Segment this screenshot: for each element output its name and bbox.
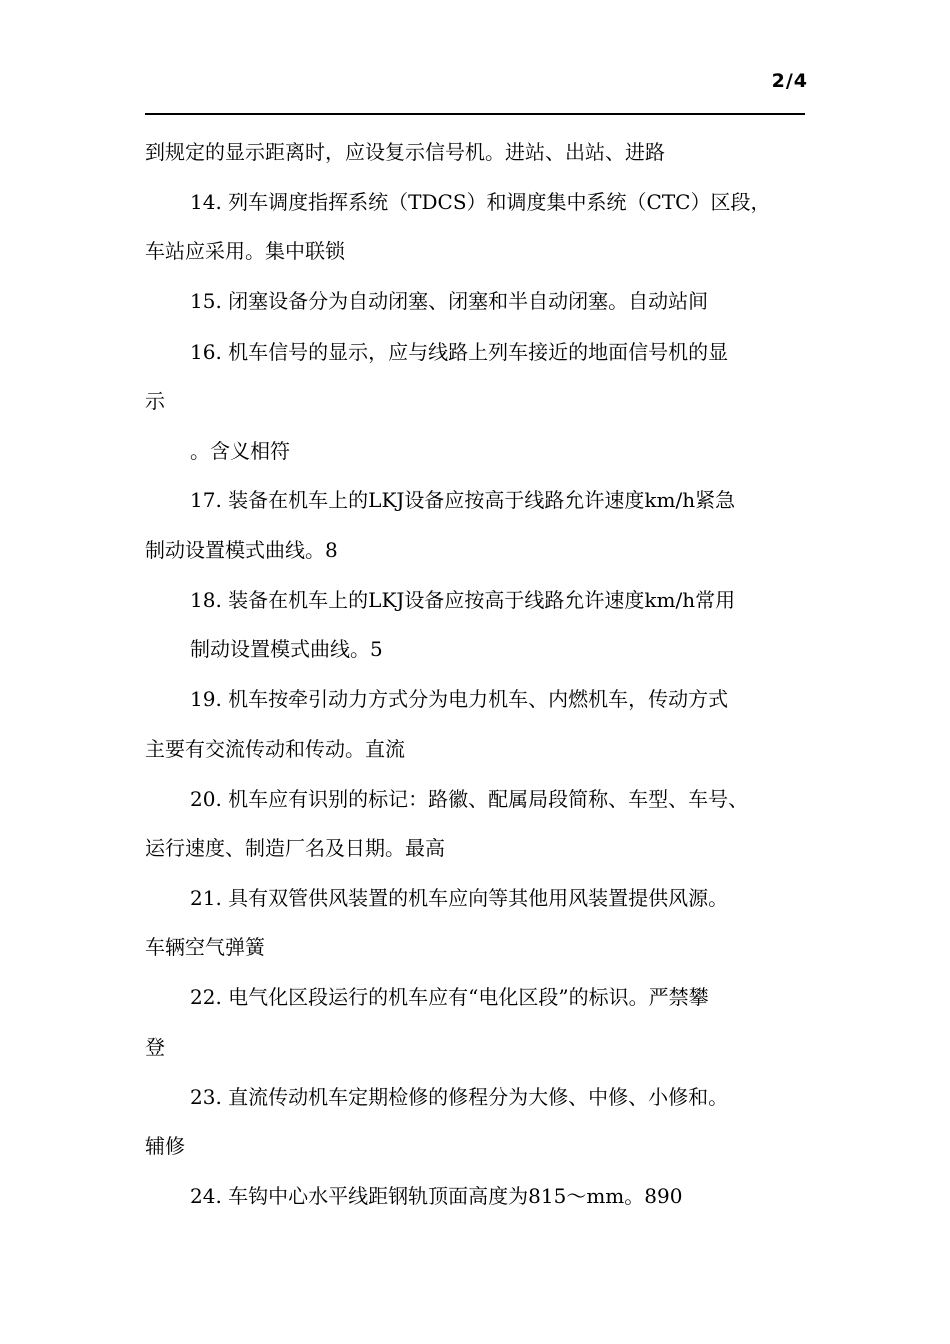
text-line-19: 登 [145,1035,165,1059]
text-line-4: 15. 闭塞设备分为自动闭塞、闭塞和半自动闭塞。自动站间 [190,289,709,313]
text-line-1: 到规定的显示距离时，应设复示信号机。进站、出站、进路 [145,140,665,164]
text-line-2: 14. 列车调度指挥系统（TDCS）和调度集中系统（CTC）区段， [190,190,771,214]
text-line-22: 24. 车钩中心水平线距钢轨顶面高度为815～mm。890 [190,1184,683,1208]
text-line-9: 制动设置模式曲线。8 [145,538,338,562]
text-line-10: 18. 装备在机车上的LKJ设备应按高于线路允许速度km/h常用 [190,588,736,612]
text-line-7: 。含义相符 [190,439,290,463]
header-rule [145,113,805,115]
text-line-11: 制动设置模式曲线。5 [190,637,383,661]
text-line-16: 21. 具有双管供风装置的机车应向等其他用风装置提供风源。 [190,886,729,910]
page-number: 2/4 [771,70,808,92]
text-line-17: 车辆空气弹簧 [145,935,265,959]
text-line-3: 车站应采用。集中联锁 [145,239,345,263]
text-line-14: 20. 机车应有识别的标记：路徽、配属局段简称、车型、车号、 [190,787,749,811]
text-line-8: 17. 装备在机车上的LKJ设备应按高于线路允许速度km/h紧急 [190,488,736,512]
text-line-18: 22. 电气化区段运行的机车应有“电化区段”的标识。严禁攀 [190,985,709,1009]
text-line-5: 16. 机车信号的显示，应与线路上列车接近的地面信号机的显 [190,340,729,364]
text-line-12: 19. 机车按牵引动力方式分为电力机车、内燃机车，传动方式 [190,687,729,711]
text-line-20: 23. 直流传动机车定期检修的修程分为大修、中修、小修和。 [190,1085,729,1109]
text-line-13: 主要有交流传动和传动。直流 [145,737,405,761]
text-line-21: 辅修 [145,1134,185,1158]
text-line-6: 示 [145,389,165,413]
text-line-15: 运行速度、制造厂名及日期。最高 [145,836,445,860]
